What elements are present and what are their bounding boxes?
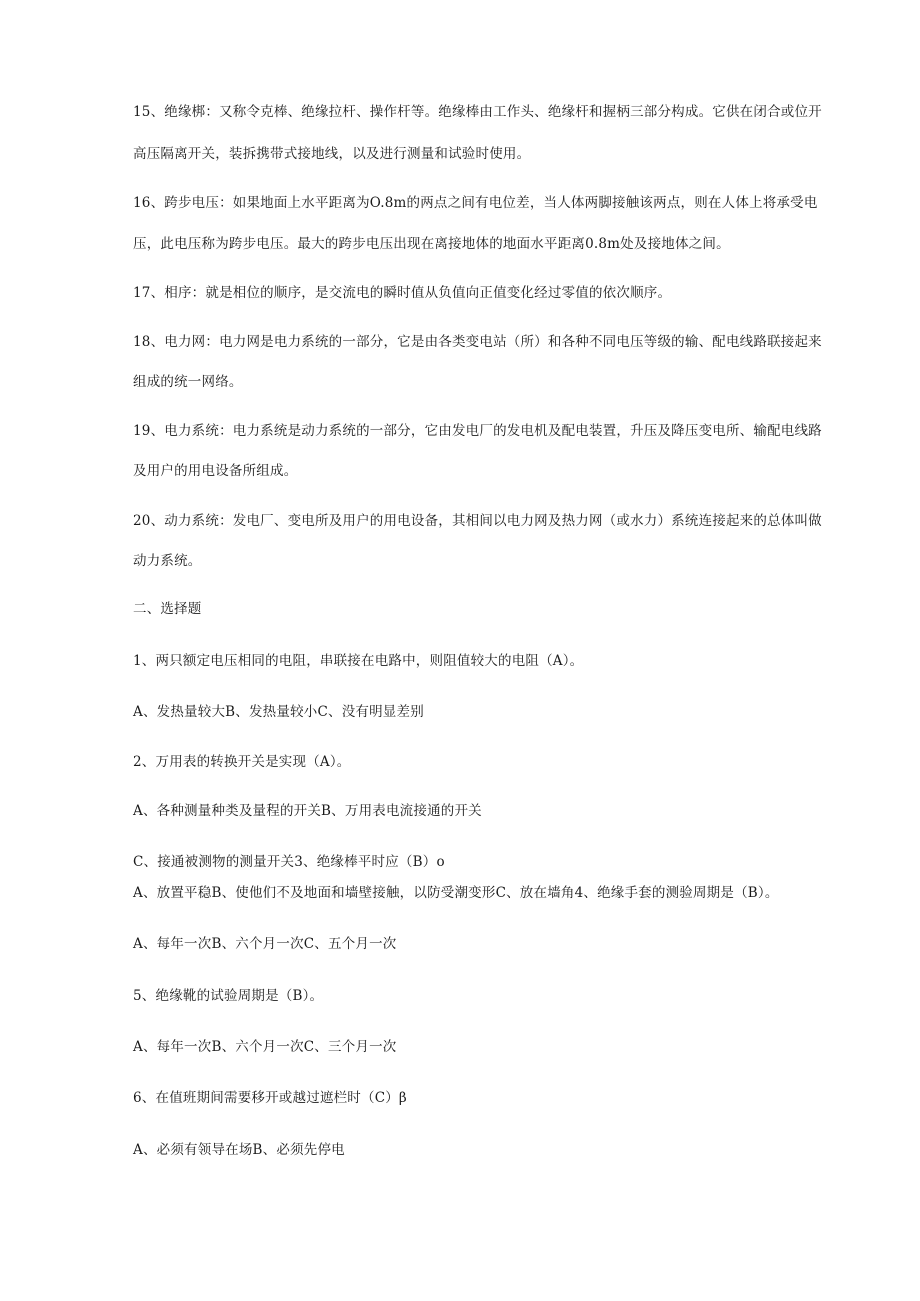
text-line-c4-options: A、每年一次B、六个月一次C、五个月一次 [133,936,397,952]
text-line-q19-a: 19、电力系统：电力系统是动力系统的一部分，它由发电厂的发电机及配电装置，升压及降压变电所、输配电线路 [133,423,822,439]
text-line-c6-options: A、必须有领导在场B、必须先停电 [133,1142,345,1158]
text-line-q20-a: 20、动力系统：发电厂、变电所及用户的用电设备，其相间以电力网及热力网（或水力）系统连接起来的总体叫做 [133,513,822,529]
text-line-q16-a: 16、跨步电压：如果地面上水平距离为O.8m的两点之间有电位差，当人体两脚接触该两点，则在人体上将承受电 [133,195,818,211]
text-line-q16-b: 压，此电压称为跨步电压。最大的跨步电压出现在离接地体的地面水平距离0.8m处及接地体之间。 [133,236,730,252]
text-line-c5: 5、绝缘靴的试验周期是（B）。 [133,988,324,1004]
text-line-q20-b: 动力系统。 [133,553,202,569]
section-heading: 二、选择题 [133,601,202,617]
text-line-c1-options: A、发热量较大B、发热量较小C、没有明显差别 [133,704,424,720]
text-line-q19-b: 及用户的用电设备所组成。 [133,463,298,479]
text-line-c2-options: A、各种测量种类及量程的开关B、万用表电流接通的开关 [133,803,482,819]
text-line-c2: 2、万用表的转换开关是实现（A）。 [133,754,351,770]
text-line-q17: 17、相序：就是相位的顺序，是交流电的瞬时值从负值向正值变化经过零值的依次顺序。 [133,285,672,301]
text-line-c3-c4: A、放置平稳B、使他们不及地面和墙壁接触，以防受潮变形C、放在墙角4、绝缘手套的测验周期是（B）。 [133,885,779,901]
text-line-c2-c3: C、接通被测物的测量开关3、绝缘棒平时应（B）o [133,854,445,870]
text-line-q15-b: 高压隔离开关，装拆携带式接地线，以及进行测量和试验时使用。 [133,146,531,162]
text-line-q15-a: 15、绝缘梆：又称令克棒、绝缘拉杆、操作杆等。绝缘棒由工作头、绝缘杆和握柄三部分构成。它供在闭合或位开 [133,104,822,120]
text-line-c6: 6、在值班期间需要移开或越过遮栏时（C）β [133,1090,407,1106]
text-line-q18-a: 18、电力网：电力网是电力系统的一部分，它是由各类变电站（所）和各种不同电压等级的输、配电线路联接起来 [133,334,822,350]
text-line-c5-options: A、每年一次B、六个月一次C、三个月一次 [133,1039,397,1055]
text-line-q18-b: 组成的统一网络。 [133,374,243,390]
text-line-c1: 1、两只额定电压相同的电阻，串联接在电路中，则阻值较大的电阻（A）。 [133,653,584,669]
